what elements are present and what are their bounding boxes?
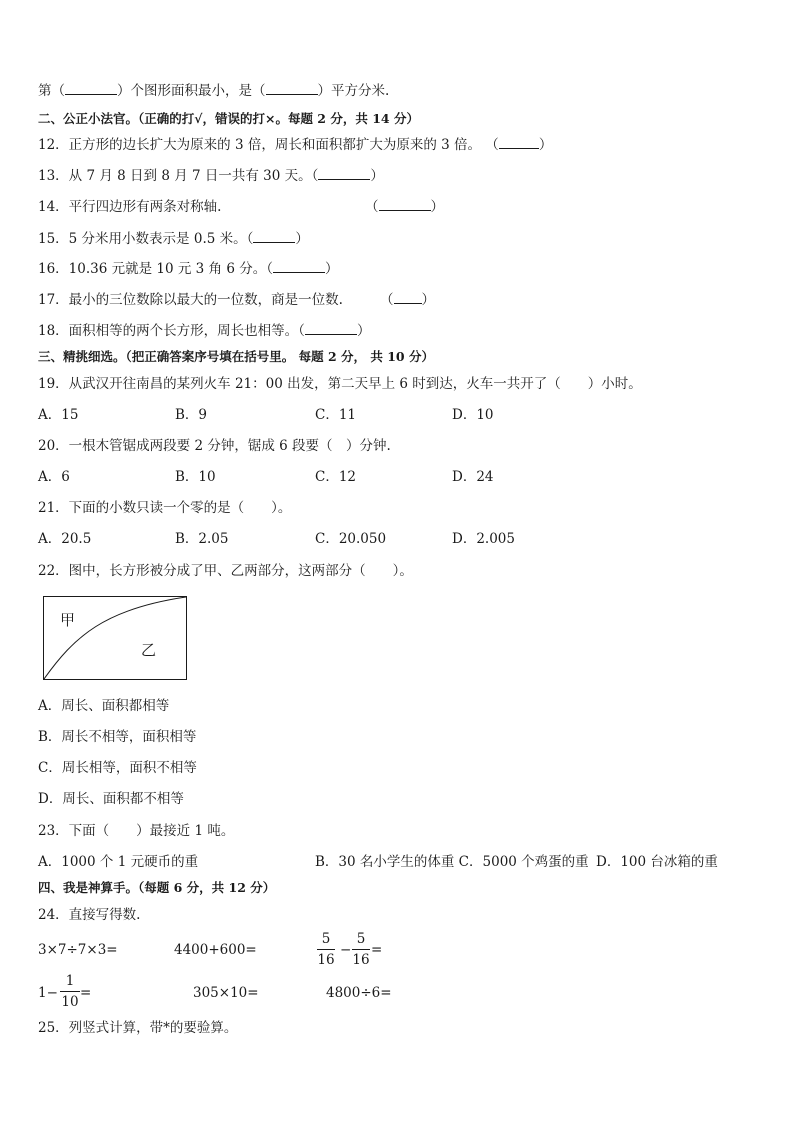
expression-6: 4800÷6= — [326, 985, 392, 1001]
question-22: 22．图中，长方形被分成了甲、乙两部分，这两部分（ ）。 — [38, 563, 413, 579]
option-d[interactable]: D．2.005 — [452, 531, 515, 547]
option-c[interactable]: C．20.050 — [315, 531, 387, 547]
answer-blank[interactable] — [273, 260, 325, 273]
option-d[interactable]: D．24 — [452, 469, 494, 485]
question-21: 21．下面的小数只读一个零的是（ ）。 — [38, 500, 292, 516]
answer-blank[interactable] — [305, 322, 357, 335]
option-a[interactable]: A．6 — [38, 469, 70, 485]
answer-blank[interactable] — [318, 167, 370, 180]
question-19: 19．从武汉开往南昌的某列火车 21：00 出发，第二天早上 6 时到达，火车一共开了（ ）小时。 — [38, 376, 642, 392]
option-a[interactable]: A．20.5 — [38, 531, 92, 547]
option-b-c[interactable]: B．30 名小学生的体重 C．5000 个鸡蛋的重 — [315, 854, 589, 870]
option-d[interactable]: D．100 台冰箱的重 — [596, 854, 718, 870]
expression-1: 3×7÷7×3= — [38, 942, 118, 958]
answer-blank[interactable] — [499, 136, 539, 149]
question-18: 18．面积相等的两个长方形，周长也相等。（ ） — [38, 323, 371, 339]
section-title: 三、精挑细选。（把正确答案序号填在括号里。 每题 2 分， 共 10 分） — [38, 349, 434, 364]
option-c[interactable]: C．12 — [315, 469, 357, 485]
question-13: 13．从 7 月 8 日到 8 月 7 日一共有 30 天。（ ） — [38, 168, 384, 184]
question-17-answer: （ ） — [380, 292, 435, 308]
question-12: 12．正方形的边长扩大为原来的 3 倍，周长和面积都扩大为原来的 3 倍。 （ ） — [38, 137, 553, 153]
fraction-5-16: 5 16 — [352, 931, 370, 968]
question-24: 24．直接写得数. — [38, 907, 141, 923]
answer-blank[interactable] — [253, 230, 295, 243]
answer-blank[interactable] — [266, 82, 318, 95]
option-a[interactable]: A．周长、面积都相等 — [38, 698, 170, 714]
question-20: 20．一根木管锯成两段要 2 分钟，锯成 6 段要（ ）分钟. — [38, 438, 391, 454]
answer-blank[interactable] — [394, 291, 422, 304]
region-label-yi: 乙 — [141, 641, 157, 659]
option-b[interactable]: B．周长不相等，面积相等 — [38, 729, 197, 745]
question-14: 14．平行四边形有两条对称轴. — [38, 199, 222, 215]
answer-blank[interactable] — [379, 198, 431, 211]
rectangle-figure — [43, 596, 187, 680]
question-25: 25．列竖式计算，带*的要验算。 — [38, 1020, 238, 1036]
option-c[interactable]: C．周长相等，面积不相等 — [38, 760, 197, 776]
option-a[interactable]: A．15 — [38, 407, 79, 423]
question-14-answer: （ ） — [365, 199, 444, 215]
equals-sign: = — [80, 985, 92, 1001]
fraction-1-10: 1 10 — [61, 973, 79, 1010]
expression-5: 305×10= — [193, 985, 259, 1001]
expression-4-prefix: 1− — [38, 985, 58, 1001]
option-d[interactable]: D．周长、面积都不相等 — [38, 791, 184, 807]
answer-blank[interactable] — [65, 82, 117, 95]
option-b[interactable]: B．2.05 — [175, 531, 229, 547]
expression-2: 4400+600= — [174, 942, 257, 958]
option-b[interactable]: B．10 — [175, 469, 216, 485]
option-d[interactable]: D．10 — [452, 407, 494, 423]
option-c[interactable]: C．11 — [315, 407, 357, 423]
minus-sign: − — [340, 942, 352, 958]
fraction-5-16: 5 16 — [317, 931, 335, 968]
section-title: 四、我是神算手。（每题 6 分，共 12 分） — [38, 880, 276, 895]
question-17: 17．最小的三位数除以最大的一位数，商是一位数. — [38, 292, 343, 308]
region-label-jia: 甲 — [60, 611, 76, 629]
question-15: 15．5 分米用小数表示是 0.5 米。（ ） — [38, 231, 309, 247]
option-a[interactable]: A．1000 个 1 元硬币的重 — [38, 854, 199, 870]
option-b[interactable]: B．9 — [175, 407, 208, 423]
section-title: 二、公正小法官。（正确的打√，错误的打×。每题 2 分，共 14 分） — [38, 111, 419, 126]
fill-blank-line: 第（ ）个图形面积最小，是（ ）平方分米. — [38, 83, 390, 99]
question-16: 16．10.36 元就是 10 元 3 角 6 分。（ ） — [38, 261, 339, 277]
question-23: 23．下面（ ）最接近 1 吨。 — [38, 823, 235, 839]
equals-sign: = — [371, 942, 383, 958]
